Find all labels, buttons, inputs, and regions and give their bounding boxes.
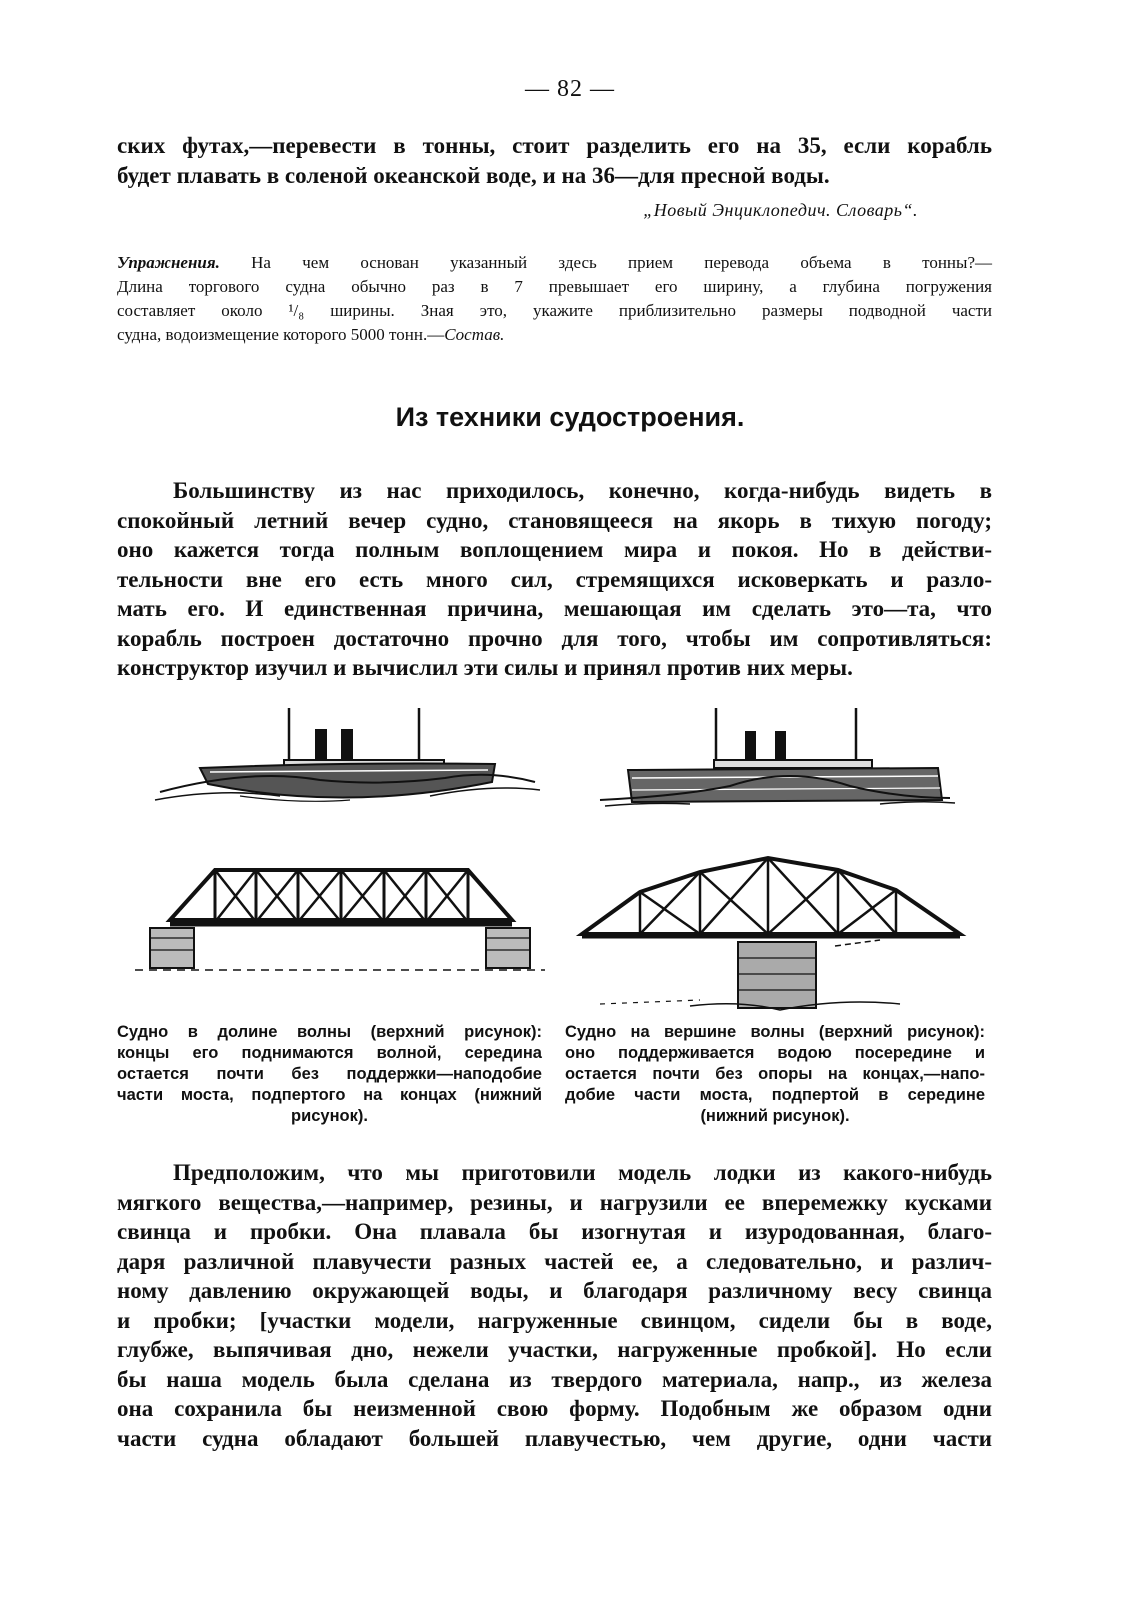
paragraph-line: спокойный летний вечер судно, становящееся на якорь в тихую погоду;: [117, 507, 992, 533]
caption-line: остается почти без опоры на концах,—напо-: [565, 1065, 985, 1083]
caption-line: Судно в долине волны (верхний рисунок):: [117, 1023, 542, 1041]
exercise-block: [117, 251, 992, 347]
paragraph-line: мать его. И единственная причина, мешающая им сделать это—та, что: [117, 596, 992, 621]
paragraph-line: даря различной плавучести разных частей ее, а следовательно, и различ-: [117, 1248, 992, 1274]
paragraph-line: свинца и пробки. Она плавала бы изогнутая и изуродованная, благо-: [117, 1219, 992, 1244]
ship-in-trough-drawing: [155, 708, 540, 801]
paragraph-line: Большинству из нас приходилось, конечно, когда-нибудь видеть в: [173, 478, 992, 503]
caption-left: [117, 1022, 542, 1127]
paragraph-3: [117, 1158, 992, 1453]
caption-line: Судно на вершине волны (верхний рисунок):: [565, 1023, 985, 1041]
ship-on-crest-drawing: [600, 708, 955, 806]
paragraph-line: будет плавать в соленой океанской воде, и на 36—для пресной воды.: [117, 162, 830, 188]
caption-line: части моста, подпертого на концах (нижний: [117, 1086, 542, 1104]
ship-bridge-illustration: [0, 700, 1140, 1020]
exercise-line: Длина торгового судна обычно раз в 7 превышает его ширину, а глубина погружения: [117, 277, 992, 296]
exercise-lead: Упражнения.: [117, 253, 220, 272]
exercise-text: На чем основан указанный здесь прием перевода объема в тонны?—: [219, 253, 992, 272]
paragraph-line: ному давлению окружающей воды, и благодаря различному весу свинца: [117, 1278, 992, 1303]
paragraph-line: она сохранила бы неизменной свою форму. Подобным же образом одни: [117, 1396, 992, 1421]
caption-line: концы его поднимаются волной, середина: [117, 1044, 542, 1062]
exercise-text: судна, водоизмещение которого 5000 тонн.—: [117, 325, 445, 344]
exercise-tail: Состав.: [444, 325, 505, 344]
paragraph-2: [117, 476, 992, 683]
exercise-line: составляет около ¹/₈ ширины. Зная это, укажите приблизительно размеры подводной части: [117, 301, 992, 320]
caption-line: добие части моста, подпертой в середине: [565, 1086, 985, 1104]
paragraph-line: тельности вне его есть много сил, стремящихся исковеркать и разло-: [117, 566, 992, 592]
caption-line: остается почти без поддержки—наподобие: [117, 1065, 542, 1083]
bridge-center-supported-drawing: [582, 858, 960, 1010]
top-paragraph: [117, 131, 992, 190]
paragraph-line: бы наша модель была сделана из твердого материала, напр., из железа: [117, 1366, 992, 1392]
page-number: — 82 —: [525, 76, 615, 102]
bridge-end-supported-drawing: [135, 870, 545, 970]
paragraph-line: и пробки; [участки модели, нагруженные свинцом, сидели бы в воде,: [117, 1307, 992, 1333]
caption-right: [565, 1022, 985, 1127]
caption-line: рисунок).: [291, 1107, 368, 1125]
paragraph-line: мягкого вещества,—например, резины, и нагрузили ее вперемежку кусками: [117, 1189, 992, 1215]
source-citation: „Новый Энциклопедич. Словарь“.: [643, 200, 918, 220]
paragraph-line: конструктор изучил и вычислил эти силы и принял против них меры.: [117, 655, 853, 680]
paragraph-line: ских футах,—перевести в тонны, стоит разделить его на 35, если корабль: [117, 133, 992, 158]
paragraph-line: корабль построен достаточно прочно для того, чтобы им сопротивляться:: [117, 625, 992, 651]
caption-line: (нижний рисунок).: [700, 1107, 850, 1125]
paragraph-line: части судна обладают большей плавучестью, чем другие, одни части: [117, 1425, 992, 1451]
section-heading: Из техники судостроения.: [395, 402, 745, 432]
exercise-line: [117, 323, 992, 347]
paragraph-line: оно кажется тогда полным воплощением мира и покоя. Но в действи-: [117, 537, 992, 562]
paragraph-line: глубже, выпячивая дно, нежели участки, нагруженные пробкой]. Но если: [117, 1337, 992, 1362]
paragraph-line: Предположим, что мы приготовили модель лодки из какого-нибудь: [173, 1160, 992, 1185]
caption-line: оно поддерживается водою посередине и: [565, 1044, 985, 1062]
exercise-line: [117, 251, 992, 275]
